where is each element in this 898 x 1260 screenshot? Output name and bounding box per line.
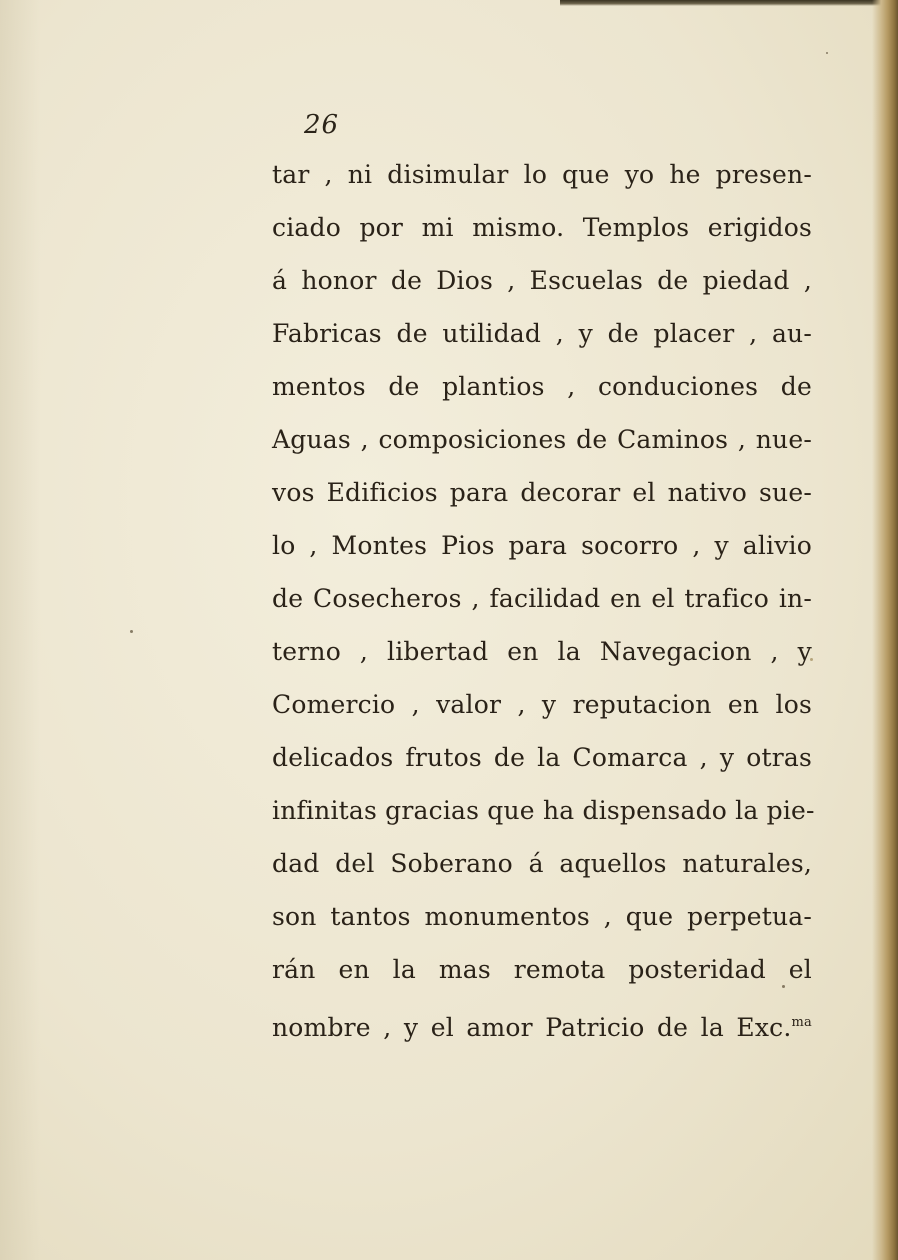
text-line: mentos de plantios , conduciones de — [272, 372, 812, 401]
abbreviation-superscript: ma — [791, 1015, 812, 1030]
page-number: 26 — [304, 110, 340, 140]
text-line: lo , Montes Pios para socorro , y alivio — [272, 531, 812, 560]
text-line: son tantos monumentos , que perpetua- — [272, 902, 812, 931]
text-line: de Cosecheros , facilidad en el trafico in- — [272, 584, 812, 613]
page-right-edge — [872, 0, 898, 1260]
text-line: tar , ni disimular lo que yo he presen- — [272, 160, 812, 189]
text-line: ciado por mi mismo. Templos erigidos — [272, 213, 812, 242]
text-line: delicados frutos de la Comarca , y otras — [272, 743, 812, 772]
page-left-shadow — [0, 0, 40, 1260]
text-line: Comercio , valor , y reputacion en los — [272, 690, 812, 719]
last-line-text: nombre , y el amor Patricio de la Exc. — [272, 1013, 792, 1042]
paper-speck — [826, 52, 828, 54]
text-line: dad del Soberano á aquellos naturales, — [272, 849, 812, 878]
text-line: rán en la mas remota posteridad el — [272, 955, 812, 984]
body-text — [272, 148, 815, 1049]
text-line: infinitas gracias que ha dispensado la pie- — [272, 796, 815, 825]
text-line: Fabricas de utilidad , y de placer , au- — [272, 319, 812, 348]
text-line: á honor de Dios , Escuelas de piedad , — [272, 266, 812, 295]
paper-speck — [130, 630, 133, 633]
text-line: terno , libertad en la Navegacion , y — [272, 637, 812, 666]
text-line: Aguas , composiciones de Caminos , nue- — [272, 425, 812, 454]
text-line-last — [272, 996, 812, 1049]
page-top-edge — [560, 0, 898, 6]
text-line: vos Edificios para decorar el nativo sue- — [272, 478, 812, 507]
